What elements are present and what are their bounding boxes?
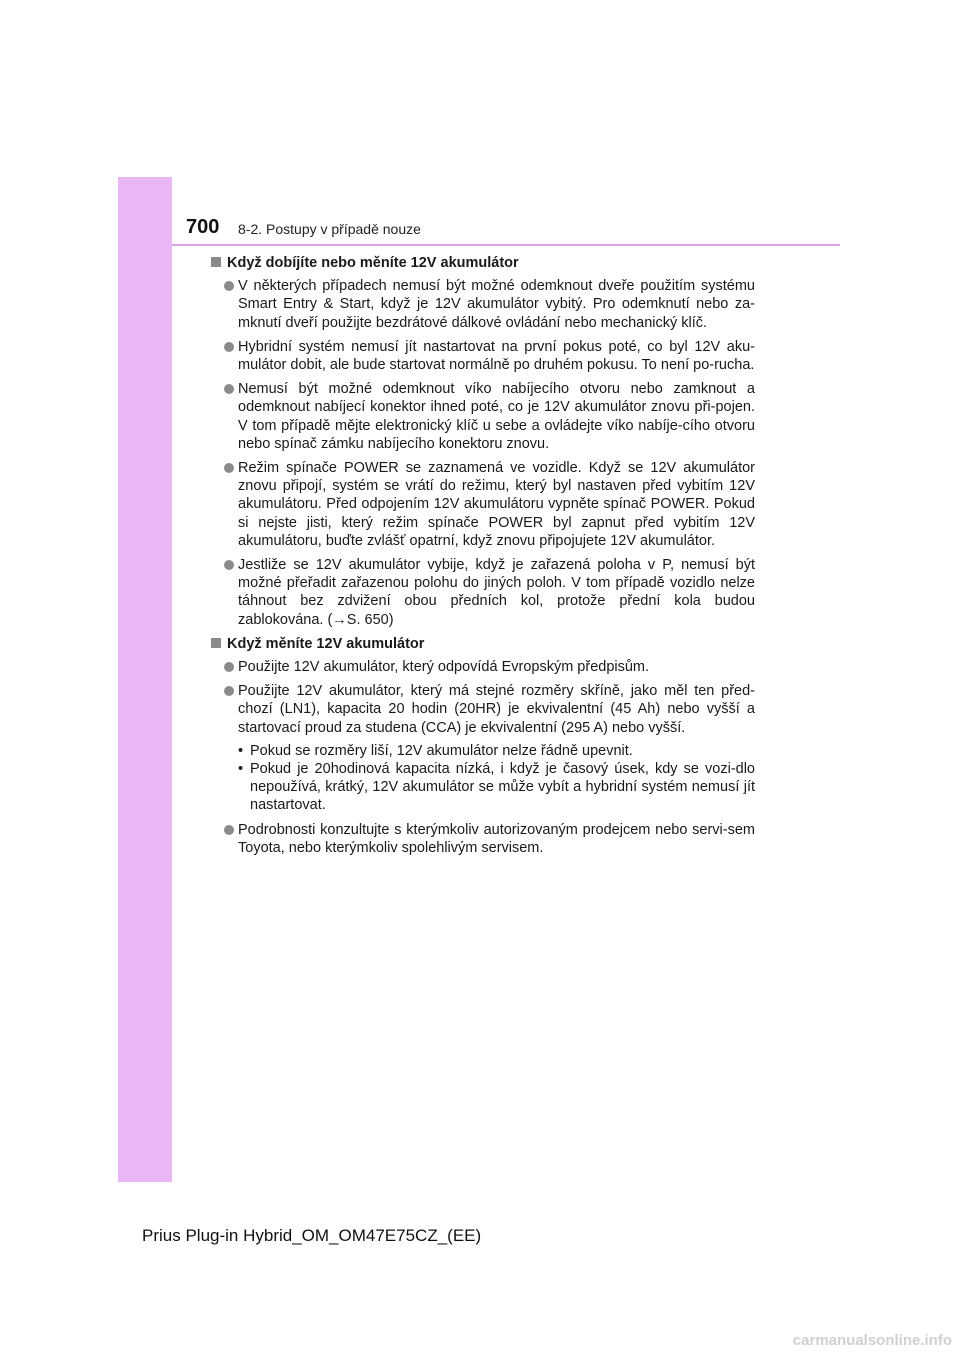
list-item [210,459,755,550]
small-bullet-icon: • [238,742,244,759]
sub-item-text: Pokud je 20hodinová kapacita nízká, i když je časový úsek, kdy se vozi-dlo nepoužívá, krátký, 12V akumulátor se může vybít a hybridní systém nemusí jít nastartovat. [250,761,755,814]
list-item [210,658,755,676]
item-text: Hybridní systém nemusí jít nastartovat na první pokus poté, co byl 12V aku-mulátor dobit, ale bude startovat normálně po druhém pokusu. To není po-rucha. [238,338,755,374]
sub-item-text: Pokud se rozměry liší, 12V akumulátor nelze řádně upevnit. [250,742,633,759]
item-text: Použijte 12V akumulátor, který má stejné rozměry skříně, jako měl ten před-chozí (LN1), kapacita 20 hodin (20HR) je ekvivalentní (45 Ah) nebo vyšší a startovací proud za studena (CCA) je ekvivalentní (295 A) nebo vyšší. [238,683,755,736]
circle-bullet-icon [224,463,234,473]
section-heading-replacing [210,635,755,653]
sub-list [210,742,755,815]
section-heading-charging [210,254,755,272]
header-rule [172,244,840,246]
item-text: Podrobnosti konzultujte s kterýmkoliv autorizovaným prodejcem nebo servi-sem Toyota, nebo kterýmkoliv spolehlivým servisem. [238,821,755,856]
circle-bullet-icon [224,342,234,352]
watermark: carmanualsonline.info [792,1332,952,1349]
sub-list-item [210,760,755,815]
list-item [210,277,755,332]
item-text: Nemusí být možné odemknout víko nabíjecího otvoru nebo zamknout a odemknout nabíjecí konektor ihned poté, co je 12V akumulátor znovu při-pojen. V tom případě mějte elektronický klíč u sebe a ovládejte víko nabíje-cího otvoru nebo spínač zámku nabíjecího konektoru znovu. [238,381,755,452]
circle-bullet-icon [224,384,234,394]
list-item [210,338,755,374]
list-item [210,682,755,737]
list-item [210,821,755,857]
sub-list-item [210,742,755,760]
document-footer: Prius Plug-in Hybrid_OM_OM47E75CZ_(EE) [142,1226,482,1245]
circle-bullet-icon [224,281,234,291]
circle-bullet-icon [224,686,234,696]
list-item [210,556,755,629]
heading-text: Když měníte 12V akumulátor [227,635,425,652]
circle-bullet-icon [224,560,234,570]
circle-bullet-icon [224,825,234,835]
item-text: Jestliže se 12V akumulátor vybije, když je zařazená poloha v P, nemusí být možné přeřadit zařazenou polohu do jiných poloh. V tom případě vozidlo nelze táhnout bez zdvižení obou předních kol, protože přední kola budou zablokována. (→S. 650) [238,557,755,628]
circle-bullet-icon [224,662,234,672]
main-content [210,254,755,863]
list-item [210,380,755,453]
square-bullet-icon [211,257,221,267]
page-header [186,216,840,246]
page-number: 700 [186,216,220,238]
item-text: Použijte 12V akumulátor, který odpovídá Evropským předpisům. [238,659,650,676]
small-bullet-icon: • [238,761,244,778]
item-text: V některých případech nemusí být možné odemknout dveře použitím systému Smart Entry & Start, když je 12V akumulátor vybitý. Pro odemknutí nebo za-mknutí dveří použijte bezdrátové dálkové ovládání nebo mechanický klíč. [238,278,755,331]
chapter-side-tab [118,177,172,1182]
section-title: 8-2. Postupy v případě nouze [238,221,421,237]
item-text: Režim spínače POWER se zaznamená ve vozidle. Když se 12V akumulátor znovu připojí, systém se vrátí do režimu, který byl nastaven před vybitím 12V akumulátoru. Před odpojením 12V akumulátoru vypněte spínač POWER. Pokud si nejste jisti, který režim spínače POWER byl zapnut před vybitím 12V akumulátoru, buďte zvlášť opatrní, když znovu připojujete 12V akumulátor. [238,460,755,549]
heading-text: Když dobíjíte nebo měníte 12V akumulátor [227,255,519,271]
square-bullet-icon [211,638,221,648]
